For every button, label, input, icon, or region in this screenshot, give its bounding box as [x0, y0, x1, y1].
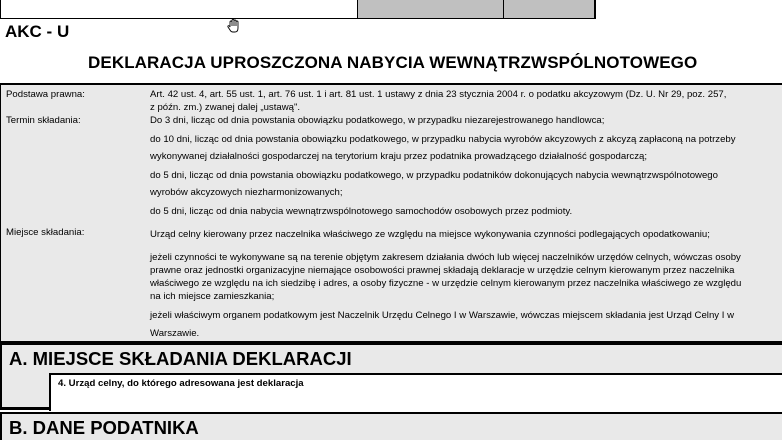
form-code: AKC - U: [5, 22, 70, 41]
top-grey-cell-2: [503, 0, 596, 19]
section-b: [0, 412, 782, 440]
section-a: [0, 342, 782, 410]
section-b-title: B. DANE PODATNIKA: [9, 417, 199, 438]
legal-basis-label: Podstawa prawna:: [6, 89, 85, 100]
hand-cursor-icon: [226, 18, 242, 34]
instructions-box: [0, 83, 782, 342]
place-item-3: jeżeli właściwym organem podatkowym jest Naczelnik Urzędu Celnego I w Warszawie, wówczas miejscem składania jest Urząd Celny I w: [150, 310, 735, 321]
deadline-item-3: do 5 dni, licząc od dnia powstania obowiązku podatkowego, w przypadku podatników dokonujących nabycia wewnątrzwspólnotowego: [150, 170, 718, 181]
previous-section-row: [0, 0, 782, 20]
deadline-item-2: do 10 dni, licząc od dnia powstania obowiązku podatkowego, w przypadku nabycia wyrobów akcyzowych z akcyzą zapłaconą na potrzeby: [150, 134, 736, 145]
place-label: Miejsce składania:: [6, 227, 85, 238]
top-grey-cell-1: [357, 0, 504, 19]
deadline-item-3-cont: wyrobów akcyzowych niezharmonizowanych;: [150, 187, 343, 198]
customs-office-field-label: 4. Urząd celny, do którego adresowana jest deklaracja: [58, 378, 304, 389]
section-a-title: A. MIEJSCE SKŁADANIA DEKLARACJI: [9, 348, 352, 369]
deadline-item-4: do 5 dni, licząc od dnia nabycia wewnątrzwspólnotowego samochodów osobowych przez podmioty.: [150, 206, 573, 217]
place-item-3-cont: Warszawie.: [150, 328, 200, 339]
deadline-item-1: Do 3 dni, licząc od dnia powstania obowiązku podatkowego, w przypadku niezarejestrowanego handlowca;: [150, 115, 605, 126]
place-item-2: jeżeli czynności te wykonywane są na terenie objętym zakresem działania dwóch lub więcej naczelników urzędów celnych, wówczas osoby: [150, 252, 741, 263]
place-item-1: Urząd celny kierowany przez naczelnika właściwego ze względu na miejsce wykonywania czynności podlegających opodatkowaniu;: [150, 229, 710, 240]
customs-office-field[interactable]: [49, 373, 782, 411]
place-item-2-cont1: prawne oraz jednostki organizacyjne niemające osobowości prawnej składają deklaracje w urzędzie celnym kierowanym przez naczelnika: [150, 265, 735, 276]
deadline-label: Termin składania:: [6, 115, 81, 126]
legal-basis-text: Art. 42 ust. 4, art. 55 ust. 1, art. 76 ust. 1 i art. 81 ust. 1 ustawy z dnia 23 stycznia 2004 r. o podatku akcyzowym (Dz. U. Nr 29, poz. 257,: [150, 89, 727, 100]
place-item-2-cont2: właściwego ze względu na ich siedzibę i adres, a osoby fizyczne - w urzędzie celnym kierowanym przez naczelnika właściwego ze względu: [150, 278, 742, 289]
legal-basis-text-2: z późn. zm.) zwanej dalej „ustawą".: [150, 102, 301, 113]
deadline-item-2-cont: wykonywanej działalności gospodarczej na terytorium kraju przez podatnika prowadzącego działalność gospodarczą;: [150, 151, 648, 162]
top-field-cell[interactable]: [0, 0, 358, 19]
form-title: DEKLARACJA UPROSZCZONA NABYCIA WEWNĄTRZWSPÓLNOTOWEGO: [88, 53, 698, 72]
place-item-2-cont3: na ich miejsce zamieszkania;: [150, 291, 275, 302]
